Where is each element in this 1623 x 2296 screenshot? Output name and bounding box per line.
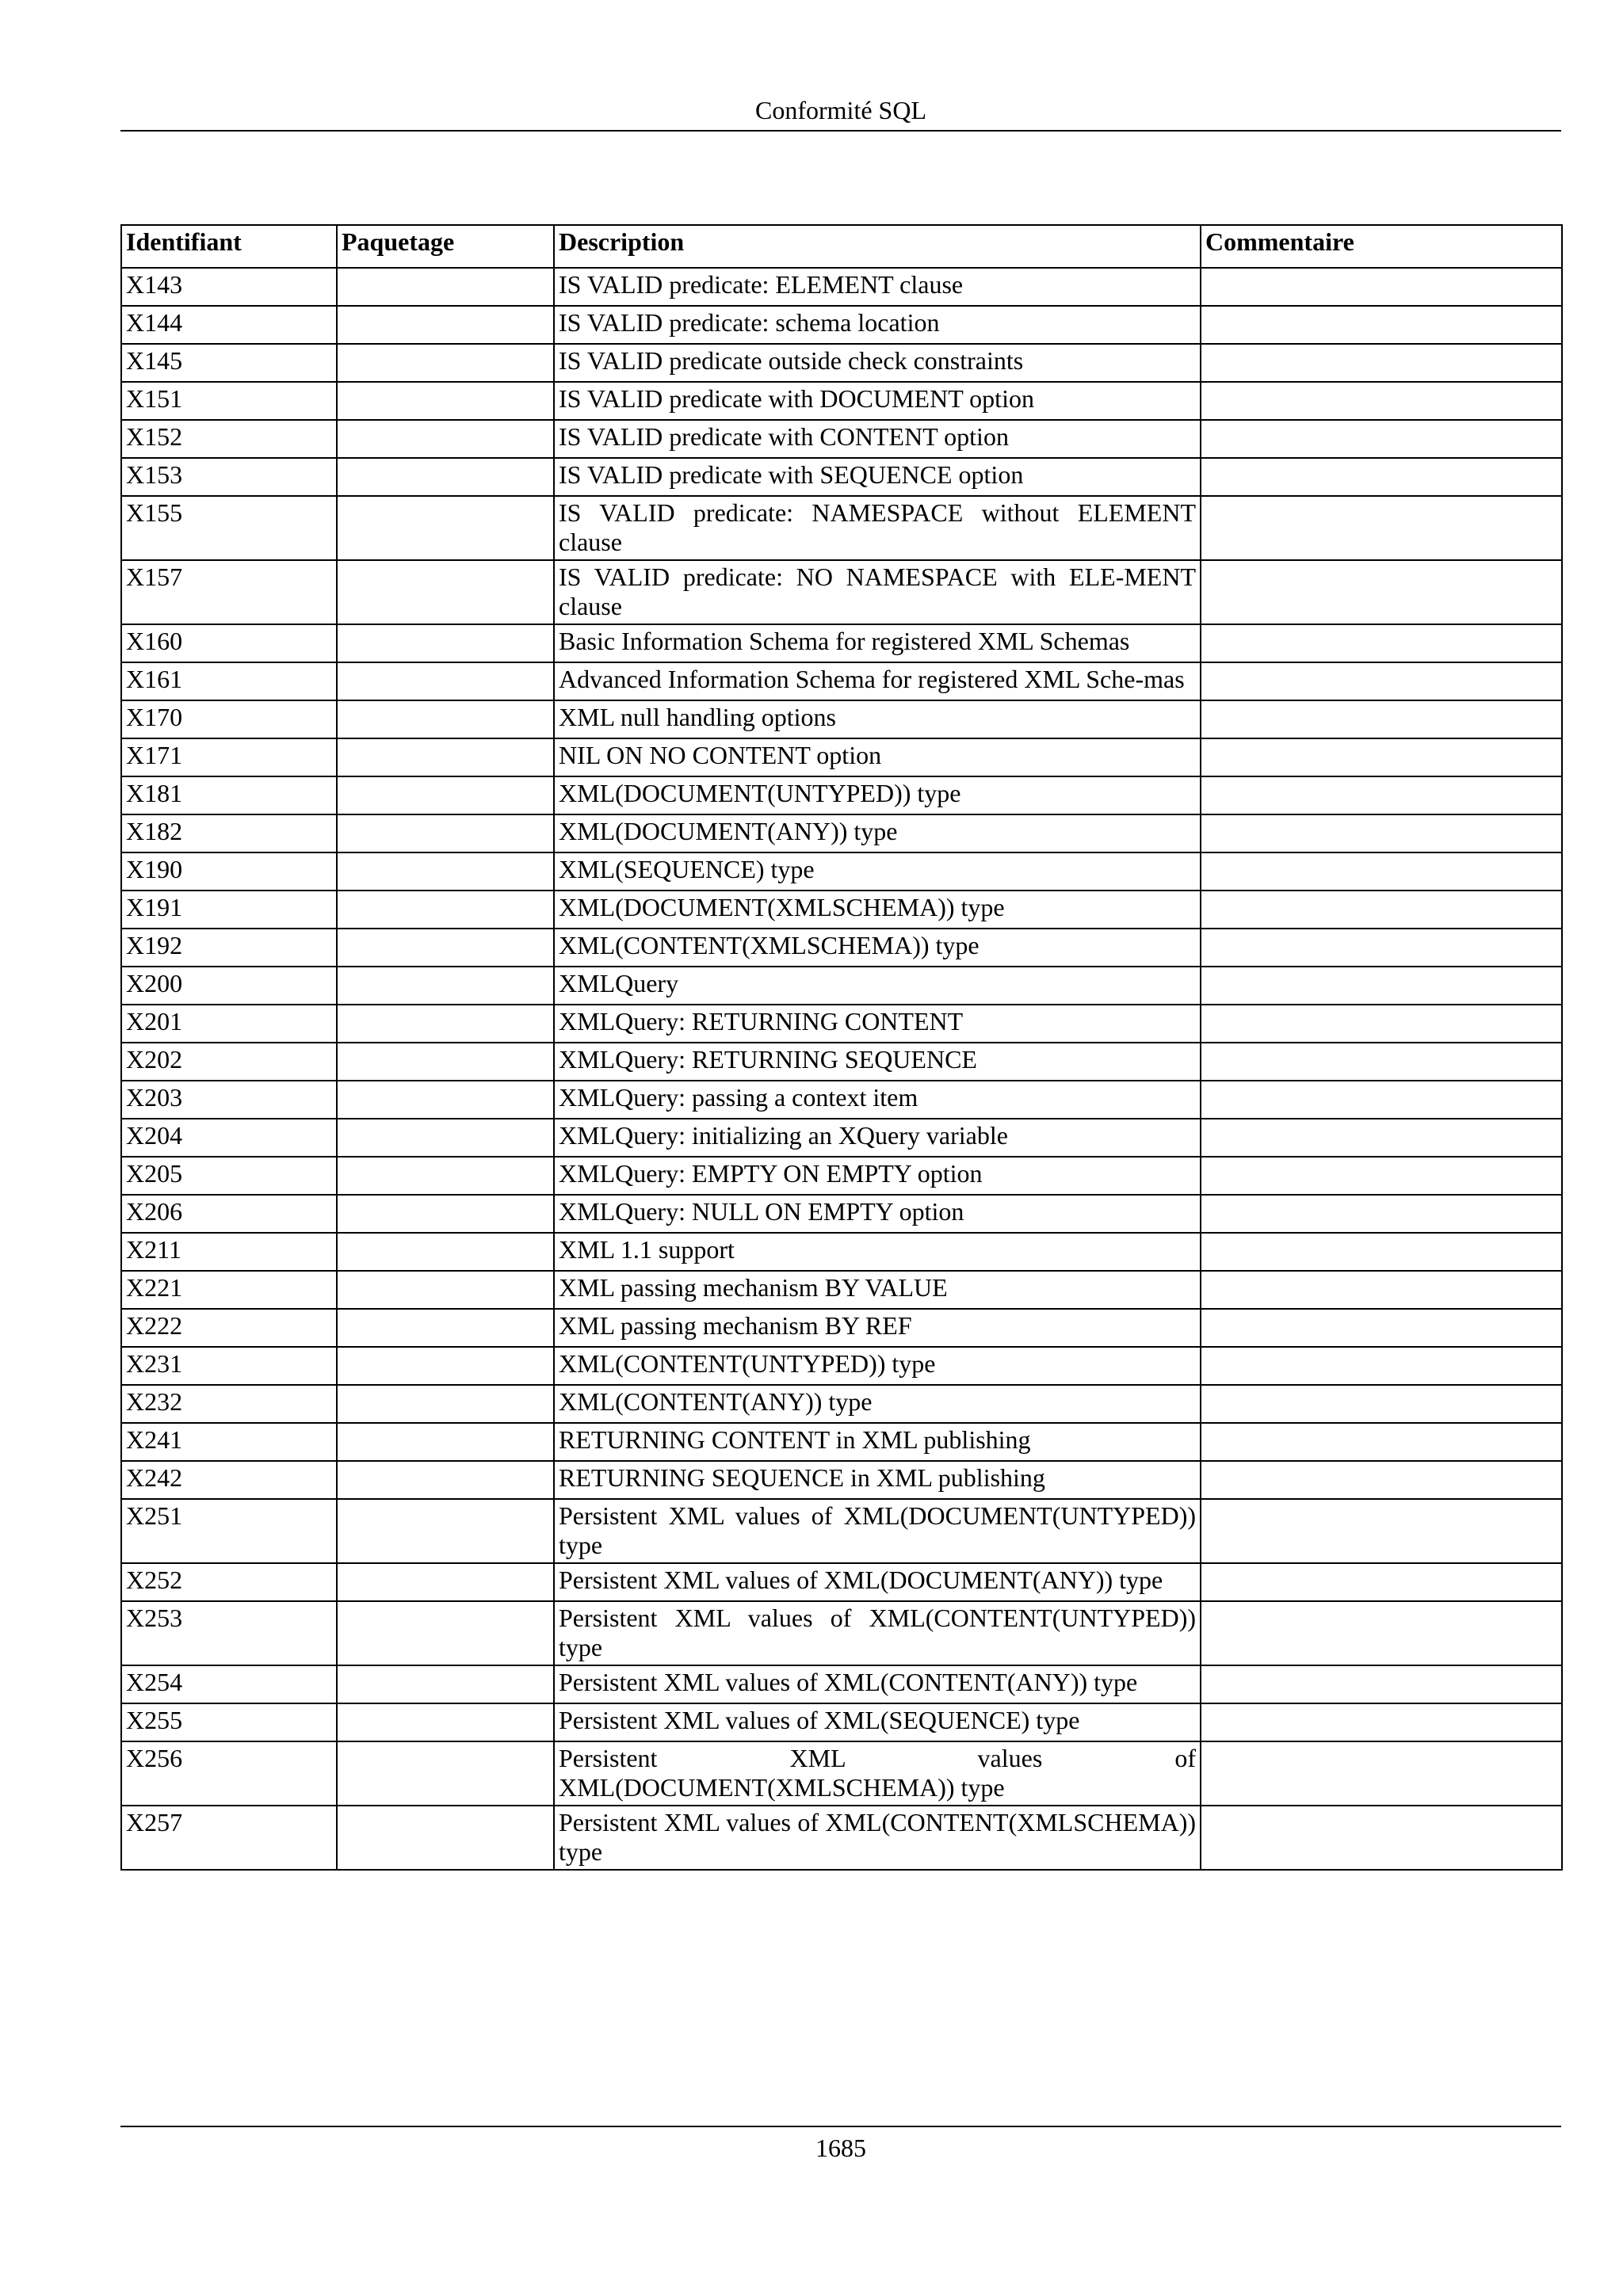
cell-paquetage [337,1423,554,1461]
cell-paquetage [337,1741,554,1806]
cell-paquetage [337,458,554,496]
feature-table [120,224,1563,1871]
cell-commentaire [1201,306,1562,344]
table-row [121,1005,1562,1043]
table-row [121,382,1562,420]
cell-commentaire [1201,738,1562,776]
table-row [121,776,1562,814]
cell-identifiant: X157 [121,560,337,624]
cell-commentaire [1201,700,1562,738]
cell-commentaire [1201,624,1562,662]
cell-paquetage [337,1195,554,1233]
table-row [121,1461,1562,1499]
cell-identifiant: X205 [121,1157,337,1195]
cell-paquetage [337,814,554,852]
cell-identifiant: X190 [121,852,337,891]
table-header-row [121,225,1562,268]
cell-commentaire [1201,1601,1562,1665]
cell-description: XMLQuery [554,967,1201,1005]
cell-identifiant: X143 [121,268,337,306]
cell-description: Persistent XML values of XML(CONTENT(XMLSCHEMA)) type [554,1806,1201,1870]
cell-description: XMLQuery: RETURNING SEQUENCE [554,1043,1201,1081]
cell-description: IS VALID predicate with DOCUMENT option [554,382,1201,420]
table-row [121,1703,1562,1741]
cell-commentaire [1201,662,1562,700]
cell-description: XMLQuery: initializing an XQuery variable [554,1119,1201,1157]
cell-identifiant: X231 [121,1347,337,1385]
cell-identifiant: X232 [121,1385,337,1423]
cell-identifiant: X241 [121,1423,337,1461]
cell-description: XML(CONTENT(ANY)) type [554,1385,1201,1423]
cell-commentaire [1201,1271,1562,1309]
table-row [121,1119,1562,1157]
cell-paquetage [337,1119,554,1157]
cell-identifiant: X144 [121,306,337,344]
cell-paquetage [337,344,554,382]
column-header-identifiant: Identifiant [121,225,337,268]
table-row [121,1665,1562,1703]
cell-commentaire [1201,1347,1562,1385]
table-row [121,1309,1562,1347]
table-row [121,738,1562,776]
cell-paquetage [337,1309,554,1347]
cell-description: Advanced Information Schema for registered XML Sche-mas [554,662,1201,700]
table-body [121,268,1562,1870]
table-row [121,344,1562,382]
table-row [121,1347,1562,1385]
cell-description: Persistent XML values of XML(CONTENT(UNTYPED)) type [554,1601,1201,1665]
cell-description: Persistent XML values of XML(DOCUMENT(ANY)) type [554,1563,1201,1601]
cell-identifiant: X160 [121,624,337,662]
table-row [121,1385,1562,1423]
cell-paquetage [337,1461,554,1499]
cell-paquetage [337,700,554,738]
cell-commentaire [1201,1461,1562,1499]
cell-commentaire [1201,268,1562,306]
cell-identifiant: X203 [121,1081,337,1119]
cell-identifiant: X182 [121,814,337,852]
cell-identifiant: X145 [121,344,337,382]
cell-identifiant: X251 [121,1499,337,1563]
table-row [121,458,1562,496]
cell-identifiant: X151 [121,382,337,420]
cell-description: IS VALID predicate: NO NAMESPACE with ELE-MENT clause [554,560,1201,624]
cell-identifiant: X152 [121,420,337,458]
page-header [120,90,1561,132]
cell-commentaire [1201,382,1562,420]
cell-description: Persistent XML values of XML(DOCUMENT(UNTYPED)) type [554,1499,1201,1563]
table-row [121,891,1562,929]
cell-description: XML(CONTENT(UNTYPED)) type [554,1347,1201,1385]
cell-identifiant: X221 [121,1271,337,1309]
cell-identifiant: X153 [121,458,337,496]
cell-commentaire [1201,1385,1562,1423]
cell-commentaire [1201,929,1562,967]
cell-commentaire [1201,560,1562,624]
cell-description: XML(DOCUMENT(UNTYPED)) type [554,776,1201,814]
cell-description: IS VALID predicate outside check constraints [554,344,1201,382]
cell-identifiant: X211 [121,1233,337,1271]
cell-paquetage [337,967,554,1005]
cell-description: Persistent XML values of XML(SEQUENCE) type [554,1703,1201,1741]
cell-identifiant: X201 [121,1005,337,1043]
column-header-paquetage: Paquetage [337,225,554,268]
page-number: 1685 [815,2134,866,2162]
cell-identifiant: X254 [121,1665,337,1703]
cell-identifiant: X255 [121,1703,337,1741]
cell-description: IS VALID predicate with SEQUENCE option [554,458,1201,496]
table-row [121,929,1562,967]
cell-description: XML null handling options [554,700,1201,738]
cell-description: XML(CONTENT(XMLSCHEMA)) type [554,929,1201,967]
cell-paquetage [337,852,554,891]
cell-commentaire [1201,1309,1562,1347]
cell-identifiant: X200 [121,967,337,1005]
cell-paquetage [337,1347,554,1385]
cell-paquetage [337,1563,554,1601]
cell-identifiant: X181 [121,776,337,814]
table-row [121,1601,1562,1665]
table-row [121,496,1562,560]
cell-paquetage [337,1081,554,1119]
cell-commentaire [1201,891,1562,929]
page-header-title: Conformité SQL [755,96,926,124]
cell-paquetage [337,738,554,776]
cell-commentaire [1201,1703,1562,1741]
table-row [121,1806,1562,1870]
cell-commentaire [1201,967,1562,1005]
cell-paquetage [337,891,554,929]
cell-commentaire [1201,776,1562,814]
cell-paquetage [337,662,554,700]
cell-description: XML(SEQUENCE) type [554,852,1201,891]
cell-description: XMLQuery: passing a context item [554,1081,1201,1119]
table-row [121,1043,1562,1081]
cell-description: Basic Information Schema for registered XML Schemas [554,624,1201,662]
cell-identifiant: X202 [121,1043,337,1081]
cell-description: Persistent XML values of XML(CONTENT(ANY)) type [554,1665,1201,1703]
table-row [121,1233,1562,1271]
cell-commentaire [1201,458,1562,496]
cell-identifiant: X204 [121,1119,337,1157]
cell-paquetage [337,1665,554,1703]
table-row [121,420,1562,458]
cell-paquetage [337,1271,554,1309]
cell-paquetage [337,1601,554,1665]
cell-description: XML passing mechanism BY VALUE [554,1271,1201,1309]
cell-commentaire [1201,1499,1562,1563]
table-row [121,560,1562,624]
cell-description: XML(DOCUMENT(ANY)) type [554,814,1201,852]
cell-commentaire [1201,1081,1562,1119]
cell-identifiant: X222 [121,1309,337,1347]
table-row [121,1157,1562,1195]
cell-description: RETURNING SEQUENCE in XML publishing [554,1461,1201,1499]
cell-identifiant: X191 [121,891,337,929]
cell-description: IS VALID predicate: ELEMENT clause [554,268,1201,306]
cell-paquetage [337,1806,554,1870]
cell-description: NIL ON NO CONTENT option [554,738,1201,776]
table-row [121,814,1562,852]
table-row [121,1499,1562,1563]
cell-description: XMLQuery: EMPTY ON EMPTY option [554,1157,1201,1195]
cell-identifiant: X171 [121,738,337,776]
cell-paquetage [337,929,554,967]
cell-paquetage [337,382,554,420]
table-row [121,268,1562,306]
cell-description: IS VALID predicate with CONTENT option [554,420,1201,458]
cell-identifiant: X206 [121,1195,337,1233]
table-row [121,1741,1562,1806]
cell-commentaire [1201,1195,1562,1233]
cell-identifiant: X170 [121,700,337,738]
cell-commentaire [1201,1741,1562,1806]
cell-description: XML(DOCUMENT(XMLSCHEMA)) type [554,891,1201,929]
cell-description: XML passing mechanism BY REF [554,1309,1201,1347]
table-row [121,1563,1562,1601]
cell-commentaire [1201,1005,1562,1043]
column-header-commentaire: Commentaire [1201,225,1562,268]
cell-paquetage [337,1703,554,1741]
table-row [121,306,1562,344]
table-row [121,1271,1562,1309]
table-row [121,1081,1562,1119]
cell-paquetage [337,1233,554,1271]
cell-description: IS VALID predicate: NAMESPACE without ELEMENT clause [554,496,1201,560]
table-row [121,624,1562,662]
cell-paquetage [337,496,554,560]
table-row [121,662,1562,700]
cell-description: XMLQuery: RETURNING CONTENT [554,1005,1201,1043]
cell-identifiant: X192 [121,929,337,967]
cell-description: XML 1.1 support [554,1233,1201,1271]
cell-commentaire [1201,1423,1562,1461]
cell-commentaire [1201,1563,1562,1601]
cell-paquetage [337,776,554,814]
table-row [121,1423,1562,1461]
cell-paquetage [337,268,554,306]
cell-commentaire [1201,814,1562,852]
cell-commentaire [1201,420,1562,458]
cell-description: Persistent XML values of XML(DOCUMENT(XMLSCHEMA)) type [554,1741,1201,1806]
cell-identifiant: X252 [121,1563,337,1601]
cell-paquetage [337,624,554,662]
cell-paquetage [337,1499,554,1563]
cell-paquetage [337,560,554,624]
page-footer [120,2126,1561,2167]
cell-commentaire [1201,1665,1562,1703]
cell-identifiant: X257 [121,1806,337,1870]
cell-identifiant: X256 [121,1741,337,1806]
cell-commentaire [1201,1806,1562,1870]
cell-paquetage [337,1043,554,1081]
table-row [121,700,1562,738]
cell-paquetage [337,420,554,458]
cell-paquetage [337,306,554,344]
table-row [121,967,1562,1005]
cell-identifiant: X253 [121,1601,337,1665]
cell-commentaire [1201,1157,1562,1195]
cell-identifiant: X155 [121,496,337,560]
cell-commentaire [1201,1119,1562,1157]
cell-paquetage [337,1385,554,1423]
cell-paquetage [337,1157,554,1195]
cell-commentaire [1201,496,1562,560]
cell-description: IS VALID predicate: schema location [554,306,1201,344]
cell-commentaire [1201,344,1562,382]
table-row [121,1195,1562,1233]
cell-commentaire [1201,1043,1562,1081]
cell-identifiant: X242 [121,1461,337,1499]
column-header-description: Description [554,225,1201,268]
cell-description: RETURNING CONTENT in XML publishing [554,1423,1201,1461]
cell-identifiant: X161 [121,662,337,700]
table-row [121,852,1562,891]
cell-commentaire [1201,852,1562,891]
cell-description: XMLQuery: NULL ON EMPTY option [554,1195,1201,1233]
cell-commentaire [1201,1233,1562,1271]
cell-paquetage [337,1005,554,1043]
